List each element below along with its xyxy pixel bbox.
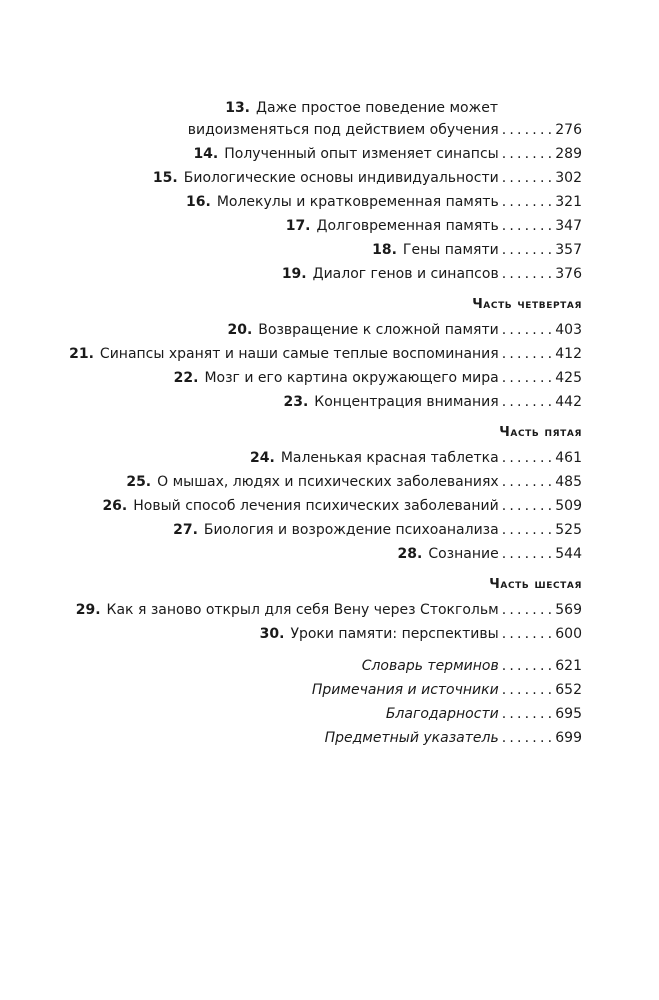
toc-entry-number: 13.: [225, 100, 251, 116]
toc-entry-title-line1: Даже простое поведение может: [256, 100, 498, 116]
toc-entry-number: 21.: [69, 346, 94, 362]
toc-entry-title: Гены памяти: [402, 242, 499, 258]
toc-entry-number: 14.: [193, 146, 219, 162]
toc-page-number: 347: [555, 218, 582, 234]
toc-leader-dots: .......: [501, 394, 556, 410]
toc-appendix-acknowledgements[interactable]: [386, 705, 582, 723]
toc-page-number: 485: [555, 474, 582, 490]
toc-appendix-index[interactable]: [325, 729, 582, 747]
toc-page-number: 695: [555, 706, 582, 722]
toc-leader-dots: .......: [501, 602, 556, 618]
toc-entry-title: Новый способ лечения психических заболеваний: [133, 498, 499, 514]
toc-entry-title: Как я заново открыл для себя Вену через Стокгольм: [106, 602, 499, 618]
toc-page-number: 276: [555, 122, 582, 138]
toc-entry-number: 23.: [283, 394, 309, 410]
toc-entry-number: 29.: [75, 602, 101, 618]
toc-leader-dots: .......: [501, 546, 556, 562]
toc-leader-dots: .......: [501, 450, 556, 466]
toc-entry-number: 16.: [186, 194, 211, 210]
toc-entry-number: 20.: [227, 322, 253, 338]
toc-leader-dots: .......: [501, 346, 556, 362]
toc-page-number: 569: [555, 602, 582, 618]
toc-leader-dots: .......: [501, 122, 556, 138]
toc-leader-dots: .......: [501, 242, 556, 258]
toc-entry-title: Концентрация внимания: [314, 394, 499, 410]
toc-page-number: 321: [555, 194, 582, 210]
toc-entry-number: 17.: [285, 218, 311, 234]
toc-leader-dots: .......: [501, 474, 556, 490]
toc-entry-title: Возвращение к сложной памяти: [258, 322, 499, 338]
toc-entry-title: О мышах, людях и психических заболеваниях: [157, 474, 499, 490]
toc-entry-number: 28.: [397, 546, 423, 562]
toc-entry-number: 27.: [173, 522, 198, 538]
toc-leader-dots: .......: [501, 498, 556, 514]
toc-entry-title: Диалог генов и синапсов: [312, 266, 499, 282]
toc-page-number: 302: [555, 170, 582, 186]
toc-entry-17[interactable]: [286, 217, 582, 235]
toc-entry-title: Примечания и источники: [311, 682, 499, 698]
toc-entry-title: Биология и возрождение психоанализа: [203, 522, 499, 538]
part-heading-6: Часть шестая: [489, 577, 582, 592]
toc-entry-18[interactable]: [372, 241, 582, 259]
toc-entry-title: Сознание: [428, 546, 499, 562]
toc-entry-22[interactable]: [174, 369, 582, 387]
toc-leader-dots: .......: [501, 370, 556, 386]
toc-leader-dots: .......: [501, 266, 556, 282]
toc-page-number: 509: [555, 498, 582, 514]
toc-entry-30[interactable]: [260, 625, 582, 643]
toc-page-number: 600: [555, 626, 582, 642]
toc-entry-number: 24.: [250, 450, 275, 466]
toc-entry-15[interactable]: [153, 169, 582, 187]
toc-entry-number: 19.: [281, 266, 307, 282]
toc-entry-13-line1: [225, 99, 582, 117]
toc-entry-title: Долговременная память: [316, 218, 499, 234]
toc-entry-number: 15.: [152, 170, 178, 186]
toc-entry-number: 26.: [102, 498, 128, 514]
toc-entry-28[interactable]: [398, 545, 583, 563]
toc-page-number: 425: [555, 370, 582, 386]
toc-entry-number: 18.: [372, 242, 397, 258]
toc-leader-dots: .......: [501, 682, 556, 698]
toc-entry-26[interactable]: [102, 497, 582, 515]
toc-leader-dots: .......: [501, 218, 556, 234]
toc-entry-title: Уроки памяти: перспективы: [290, 626, 499, 642]
toc-leader-dots: .......: [501, 194, 556, 210]
toc-entry-29[interactable]: [76, 601, 582, 619]
toc-page-number: 289: [555, 146, 582, 162]
toc-entry-number: 30.: [259, 626, 285, 642]
toc-entry-24[interactable]: [250, 449, 582, 467]
toc-page-number: 357: [555, 242, 582, 258]
toc-leader-dots: .......: [501, 322, 556, 338]
toc-leader-dots: .......: [501, 522, 556, 538]
part-heading-4: Часть четвертая: [472, 297, 582, 312]
toc-entry-title: Мозг и его картина окружающего мира: [204, 370, 499, 386]
toc-entry-title: видоизменяться под действием обучения: [187, 122, 499, 138]
toc-leader-dots: .......: [501, 658, 556, 674]
toc-entry-27[interactable]: [173, 521, 582, 539]
toc-leader-dots: .......: [501, 146, 556, 162]
toc-entry-14[interactable]: [193, 145, 582, 163]
toc-entry-23[interactable]: [283, 393, 582, 411]
toc-leader-dots: .......: [501, 730, 556, 746]
toc-entry-20[interactable]: [227, 321, 582, 339]
toc-entry-title: Полученный опыт изменяет синапсы: [224, 146, 499, 162]
toc-appendix-glossary[interactable]: [362, 657, 582, 675]
toc-entry-number: 22.: [173, 370, 199, 386]
toc-entry-title: Словарь терминов: [361, 658, 499, 674]
toc-entry-title: Маленькая красная таблетка: [280, 450, 499, 466]
toc-page-number: 412: [555, 346, 582, 362]
toc-leader-dots: .......: [501, 626, 556, 642]
toc-page-number: 461: [555, 450, 582, 466]
toc-page-number: 442: [555, 394, 582, 410]
toc-leader-dots: .......: [501, 170, 556, 186]
toc-entry-title: Синапсы хранят и наши самые теплые воспоминания: [99, 346, 499, 362]
toc-entry-21[interactable]: [69, 345, 582, 363]
toc-page-number: 544: [555, 546, 582, 562]
toc-appendix-notes[interactable]: [312, 681, 582, 699]
toc-page-number: 525: [555, 522, 582, 538]
toc-page-number: 699: [555, 730, 582, 746]
part-heading-5: Часть пятая: [499, 425, 582, 440]
toc-entry-title: Биологические основы индивидуальности: [183, 170, 499, 186]
toc-leader-dots: .......: [501, 706, 556, 722]
toc-page-number: 621: [555, 658, 582, 674]
toc-entry-number: 25.: [126, 474, 152, 490]
toc-entry-25[interactable]: [126, 473, 582, 491]
toc-entry-title: Благодарности: [385, 706, 499, 722]
toc-page-number: 376: [555, 266, 582, 282]
toc-entry-title: Предметный указатель: [324, 730, 499, 746]
toc-page-number: 403: [555, 322, 582, 338]
toc-entry-13[interactable]: [188, 121, 582, 139]
toc-entry-title: Молекулы и кратковременная память: [216, 194, 499, 210]
toc-entry-16[interactable]: [186, 193, 582, 211]
toc-page-number: 652: [555, 682, 582, 698]
toc-entry-19[interactable]: [282, 265, 582, 283]
